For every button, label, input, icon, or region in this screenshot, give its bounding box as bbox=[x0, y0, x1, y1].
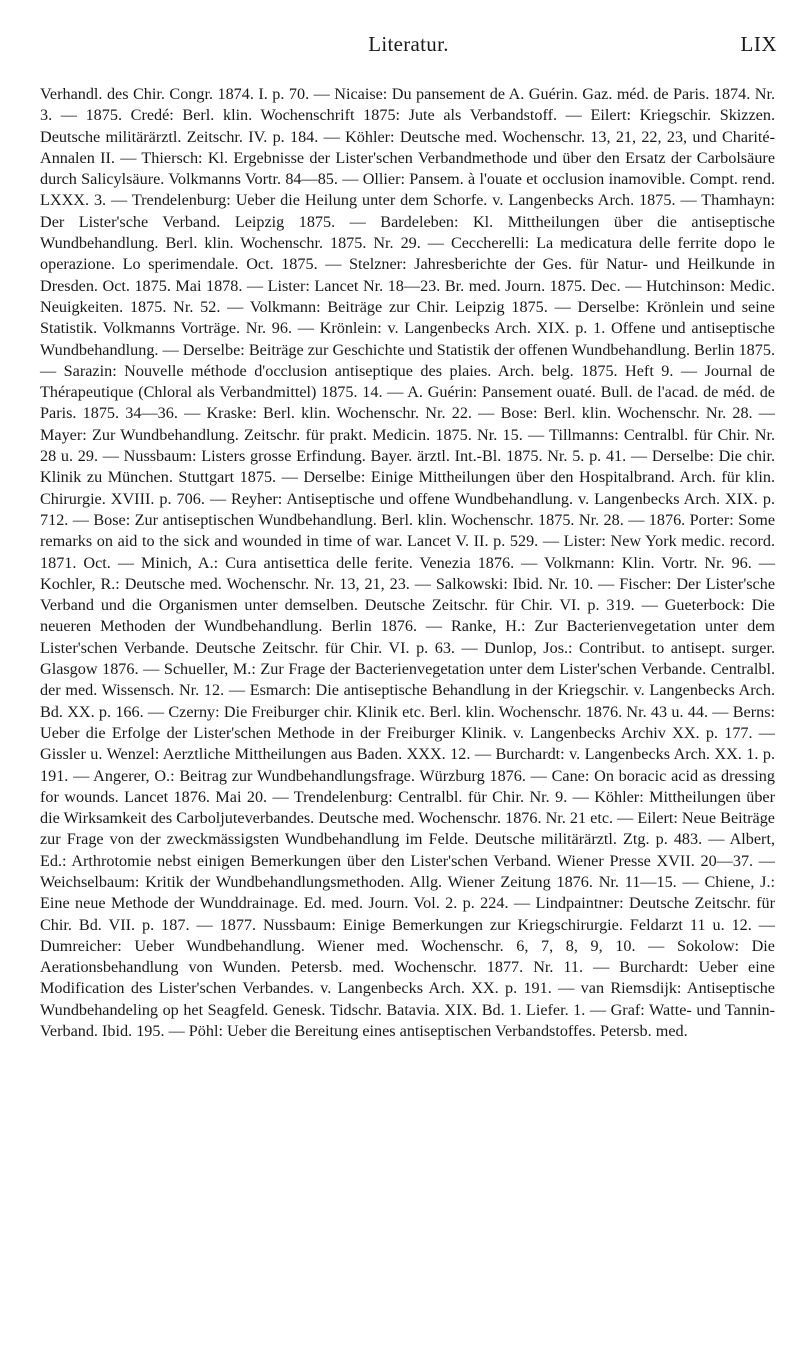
page-header bbox=[40, 26, 777, 62]
bibliography-text: Verhandl. des Chir. Congr. 1874. I. p. 70. — Nicaise: Du pansement de A. Guérin. Gaz. méd. de Paris. 1874. Nr. 3. — 1875. Credé: Berl. klin. Wochenschrift 1875: Jute als Verbandstoff. — Eilert: Kriegschir. Skizzen. Deutsche militärärztl. Zeitschr. IV. p. 184. — Köhler: Deutsche med. Wochenschr. 13, 21, 22, 23, und Charité-Annalen II. — Thiersch: Kl. Ergebnisse der Lister'schen Verbandmethode und über den Ersatz der Carbolsäure durch Salicylsäure. Volkmanns Vortr. 84—85. — Ollier: Pansem. à l'ouate et occlusion inamovible. Compt. rend. LXXX. 3. — Trendelenburg: Ueber die Heilung unter dem Schorfe. v. Langenbecks Arch. 1875. — Thamhayn: Der Lister'sche Verband. Leipzig 1875. — Bardeleben: Kl. Mittheilungen über die antiseptische Wundbehandlung. Berl. klin. Wochenschr. 1875. Nr. 29. — Ceccherelli: La medicatura delle ferrite dopo le operazione. Lo sperimendale. Oct. 1875. — Stelzner: Jahresberichte der Ges. für Natur- und Heilkunde in Dresden. Oct. 1875. Mai 1878. — Lister: Lancet Nr. 18—23. Br. med. Journ. 1875. Dec. — Hutchinson: Medic. Neuigkeiten. 1875. Nr. 52. — Volkmann: Beiträge zur Chir. Leipzig 1875. — Derselbe: Krönlein und seine Statistik. Volkmanns Vorträge. Nr. 96. — Krönlein: v. Langenbecks Arch. XIX. p. 1. Offene und antiseptische Wundbehandlung. — Derselbe: Beiträge zur Geschichte und Statistik der offenen Wundbehandlung. Berlin 1875. — Sarazin: Nouvelle méthode d'occlusion antiseptique des plaies. Arch. belg. 1875. Heft 9. — Journal de Thérapeutique (Chloral als Verbandmittel) 1875. 14. — A. Guérin: Pansement ouaté. Bull. de l'acad. de méd. de Paris. 1875. 34—36. — Kraske: Berl. klin. Wochenschr. Nr. 22. — Bose: Berl. klin. Wochenschr. Nr. 28. — Mayer: Zur Wundbehandlung. Zeitschr. für prakt. Medicin. 1875. Nr. 15. — Tillmanns: Centralbl. für Chir. Nr. 28 u. 29. — Nussbaum: Listers grosse Erfindung. Bayer. ärztl. Int.-Bl. 1875. Nr. 5. p. 41. — Derselbe: Die chir. Klinik zu München. Stuttgart 1875. — Derselbe: Einige Mittheilungen über den Hospitalbrand. Arch. für klin. Chirurgie. XVIII. p. 706. — Reyher: Antiseptische und offene Wundbehandlung. v. Langenbecks Arch. XIX. p. 712. — Bose: Zur antiseptischen Wundbehandlung. Berl. klin. Wochenschr. 1875. Nr. 28. — 1876. Porter: Some remarks on aid to the sick and wounded in time of war. Lancet V. II. p. 529. — Lister: New York medic. record. 1871. Oct. — Minich, A.: Cura antisettica delle ferite. Venezia 1876. — Volkmann: Klin. Vortr. Nr. 96. — Kochler, R.: Deutsche med. Wochenschr. Nr. 13, 21, 23. — Salkowski: Ibid. Nr. 10. — Fischer: Der Lister'sche Verband und die Organismen unter demselben. Deutsche Zeitschr. für Chir. VI. p. 319. — Gueterbock: Die neueren Methoden der Wundbehandlung. Berlin 1876. — Ranke, H.: Zur Bacterienvegetation unter dem Lister'schen Verbande. Deutsche Zeitschr. für Chir. VI. p. 63. — Dunlop, Jos.: Contribut. to antisept. surger. Glasgow 1876. — Schueller, M.: Zur Frage der Bacterienvegetation unter dem Lister'schen Verbande. Centralbl. der med. Wissensch. Nr. 12. — Esmarch: Die antiseptische Behandlung in der Kriegschir. v. Langenbecks Arch. Bd. XX. p. 166. — Czerny: Die Freiburger chir. Klinik etc. Berl. klin. Wochenschr. 1876. Nr. 43 u. 44. — Berns: Ueber die Erfolge der Lister'schen Methode in der Freiburger Klinik. v. Langenbecks Archiv XX. p. 177. — Gissler u. Wenzel: Aerztliche Mittheilungen aus Baden. XXX. 12. — Burchardt: v. Langenbecks Arch. XX. 1. p. 191. — Angerer, O.: Beitrag zur Wundbehandlungsfrage. Würzburg 1876. — Cane: On boracic acid as dressing for wounds. Lancet 1876. Mai 20. — Trendelenburg: Centralbl. für Chir. Nr. 9. — Köhler: Mittheilungen über die Wirksamkeit des Carboljuteverbandes. Deutsche med. Wochenschr. 1876. Nr. 21 etc. — Eilert: Neue Beiträge zur Frage von der zweckmässigsten Wundbehandlung im Felde. Deutsche militärärztl. Ztg. p. 483. — Albert, Ed.: Arthrotomie nebst einigen Bemerkungen über den Lister'schen Verband. Wiener Presse XVII. 20—37. — Weichselbaum: Kritik der Wundbehandlungsmethoden. Allg. Wiener Zeitung 1876. Nr. 11—15. — Chiene, J.: Eine neue Methode der Wunddrainage. Ed. med. Journ. Vol. 2. p. 224. — Lindpaintner: Deutsche Zeitschr. für Chir. Bd. VII. p. 187. — 1877. Nussbaum: Einige Bemerkungen zur Kriegschirurgie. Feldarzt 11 u. 12. — Dumreicher: Ueber Wundbehandlung. Wiener med. Wochenschr. 6, 7, 8, 9, 10. — Sokolow: Die Aerationsbehandlung von Wunden. Petersb. med. Wochenschr. 1877. Nr. 11. — Burchardt: Ueber eine Modification des Lister'schen Verbandes. v. Langenbecks Arch. XX. p. 191. — van Riemsdijk: Antiseptische Wundbehandeling op het Seagfeld. Genesk. Tidschr. Batavia. XIX. Bd. 1. Liefer. 1. — Graf: Watte- und Tannin-Verband. Ibid. 195. — Pöhl: Ueber die Bereitung eines antiseptischen Verbandstoffes. Petersb. med. bbox=[40, 85, 775, 1041]
running-head-title: Literatur. bbox=[368, 32, 449, 56]
page-number: LIX bbox=[740, 32, 777, 56]
